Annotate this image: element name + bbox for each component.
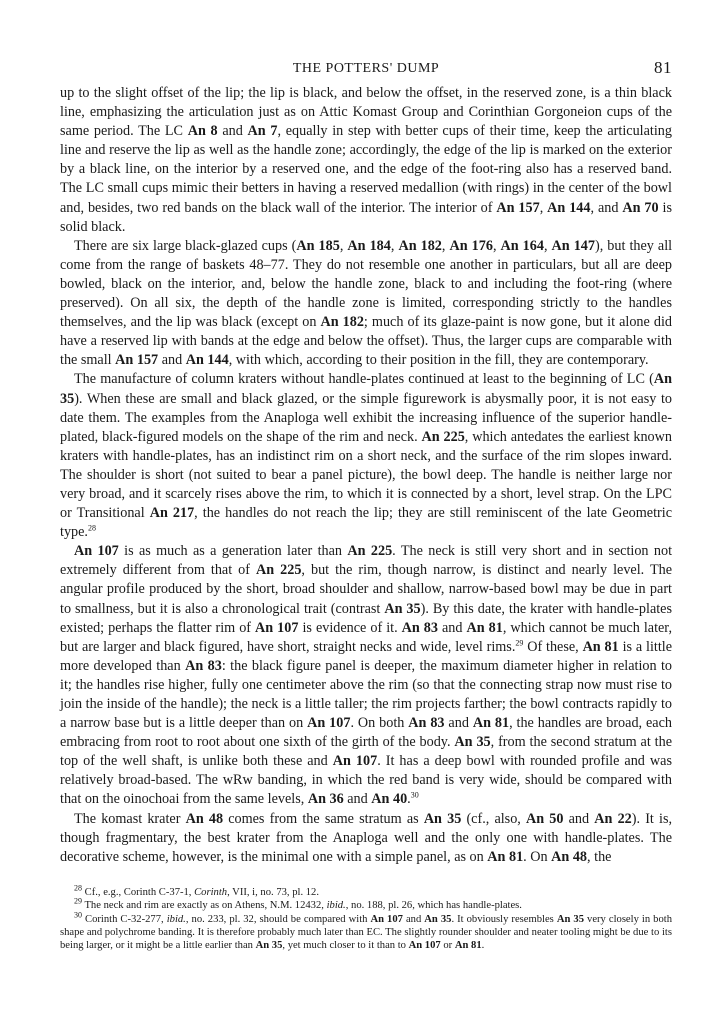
paragraph-text: ; much of its glaze-paint is now gone, but it alone did have a reserved lip with bands at the edge and below the offset). Thus, the larger cups are comparable with the small	[60, 314, 672, 369]
paragraph-text: , the handles are broad, each embracing from root to root about one sixth of the girth of the body.	[60, 715, 672, 751]
paragraph	[60, 810, 672, 867]
catalog-ref: An 48	[185, 810, 224, 827]
paragraph-text: ,	[539, 199, 548, 216]
catalog-ref: An 83	[408, 715, 445, 732]
catalog-ref: An 107	[332, 753, 378, 770]
paragraph	[60, 84, 672, 237]
paragraph-text: ). By this date, the krater with handle-plates existed; perhaps the flatter rim of	[60, 600, 672, 636]
catalog-ref: An 107	[307, 715, 351, 732]
footnote-text: . It obviously resembles	[451, 913, 557, 925]
catalog-ref: An 35	[384, 600, 421, 617]
paragraph-text: and	[158, 352, 186, 369]
footnote-ref: 30	[74, 910, 82, 920]
paragraph-text: ,	[339, 237, 348, 254]
footnote-text: , yet much closer to it than to	[282, 940, 409, 952]
paragraph-text: up to the slight offset of the lip; the lip is black, and below the offset, in the reserved zone, is a thin black line, emphasizing the articulation just as on Attic Komast Group and Corinthian Gorgoneion cups of the same period. The LC	[60, 85, 672, 140]
paragraph-text: . The neck is still very short and in section not extremely different from that of	[60, 543, 673, 579]
paragraph-text: (cf., also,	[461, 810, 526, 827]
paragraph-text: .	[407, 791, 411, 808]
paragraph-text: The manufacture of column kraters without handle-plates continued at least to the beginning of LC (	[74, 371, 654, 388]
footnote-text: .	[481, 940, 485, 952]
paragraph-text: , with which, according to their position in the fill, they are contemporary.	[228, 352, 649, 369]
paragraph-text: ,	[390, 237, 399, 254]
footnote-ref: 30	[410, 790, 419, 800]
catalog-ref: An 35	[454, 734, 491, 751]
paragraph-text: and	[444, 715, 473, 732]
footnote-text: , no. 233, pl. 32, should be compared with	[185, 913, 371, 925]
footnote-ref: 28	[87, 523, 96, 533]
catalog-ref: An 176	[449, 237, 493, 254]
catalog-ref: An 83	[401, 619, 438, 636]
catalog-ref: An 8	[187, 123, 218, 140]
paragraph-text: , the handles do not reach the lip; they are still reminiscent of the late Geometric type.	[60, 505, 673, 541]
paragraph-text: The komast krater	[74, 810, 186, 827]
footnote	[60, 910, 672, 953]
paragraph-text: ). When these are small and black glazed, or the simple figurework is abysmally poor, it is not easy to date them. The examples from the Anaploga well exhibit the increasing influence of the superior handle-plated, black-figured models on the shape of the rim and neck.	[60, 390, 672, 445]
italic-text: ibid.	[166, 913, 186, 925]
paragraph-text: , which cannot be much later, but are larger and black figured, have short, straight necks and wide, level rims.	[60, 619, 673, 655]
footnote-text: , no. 188, pl. 26, which has handle-plates.	[345, 900, 522, 912]
catalog-ref: An 182	[398, 237, 442, 254]
catalog-ref: An 35	[424, 913, 452, 925]
footnote	[60, 896, 672, 912]
paragraph-text: . On both	[350, 715, 409, 732]
catalog-ref: An 50	[526, 810, 564, 827]
catalog-ref: An 107	[255, 619, 299, 636]
catalog-ref: An 225	[256, 562, 302, 579]
catalog-ref: An 225	[421, 428, 465, 445]
catalog-ref: An 157	[496, 199, 540, 216]
paragraph-text: and	[437, 619, 467, 636]
catalog-ref: An 107	[408, 940, 441, 952]
catalog-ref: An 7	[247, 123, 278, 140]
paragraph	[60, 370, 672, 542]
catalog-ref: An 107	[370, 913, 403, 925]
paragraph-text: , equally in step with better cups of their time, keep the articulating line and reserve the lip as well as the handle zone; accordingly, the edge of the lip is marked on the exterior by a black line, on the interior by a reserved one, and the edge of the foot-ring also has a reserved band. The LC small cups mimic their betters in having a reserved medallion (with rings) in the center of the bowl and, besides, two red bands on the black wall of the interior. The interior of	[60, 123, 672, 216]
catalog-ref: An 217	[149, 505, 195, 522]
catalog-ref: An 182	[320, 314, 364, 331]
footnote-text: Corinth C-32-277,	[82, 913, 167, 925]
paragraph-text: is a little more developed than	[60, 638, 673, 674]
catalog-ref: An 81	[487, 848, 524, 865]
catalog-ref: An 83	[185, 657, 222, 674]
catalog-ref: An 164	[500, 237, 544, 254]
catalog-ref: An 184	[347, 237, 391, 254]
running-title: THE POTTERS' DUMP	[292, 61, 440, 76]
paragraph	[60, 542, 672, 809]
catalog-ref: An 144	[185, 352, 229, 369]
paragraph-text: , but the rim, though narrow, is distinct and nearly level. The angular profile produced by the short, broad shoulder and shallow, narrow-based bowl may be due in part to smallness, but it is also a chronological trait (contrast	[60, 562, 673, 617]
catalog-ref: An 40	[371, 791, 408, 808]
paragraph-text: . It has a deep bowl with rounded profile and was relatively broad-based. The wRw banding, in which the red band is very wide, should be compared with that on the oinochoai from the same levels,	[60, 753, 672, 808]
footnote-ref: 29	[515, 637, 524, 647]
footnote	[60, 883, 672, 899]
paragraph-text: ,	[543, 237, 552, 254]
catalog-ref: An 81	[582, 638, 619, 655]
running-header	[60, 58, 672, 84]
paragraph	[60, 237, 672, 371]
catalog-ref: An 48	[551, 848, 588, 865]
body-text	[60, 84, 672, 867]
document-page	[60, 58, 672, 953]
paragraph-text: is evidence of it.	[298, 619, 402, 636]
catalog-ref: An 35	[423, 810, 462, 827]
paragraph-text: , from the second stratum at the top of the well shaft, is unlike both these and	[60, 734, 672, 770]
paragraph-text: and	[563, 810, 595, 827]
catalog-ref: An 144	[547, 199, 591, 216]
catalog-ref: An 81	[454, 940, 482, 952]
footnote-text: The neck and rim are exactly as on Athens, N.M. 12432,	[82, 900, 327, 912]
footnote-text: , VII, i, no. 73, pl. 12.	[227, 886, 319, 898]
paragraph-text: , and	[590, 199, 623, 216]
italic-text: ibid.	[326, 900, 346, 912]
footnote-ref: 29	[74, 896, 82, 906]
footnote-text: very closely in both shape and polychrome banding. It is therefore probably much later than EC. The slightly rounder shoulder and neater tooling might be due to its being larger, or it might be a little earlier than	[60, 913, 672, 952]
catalog-ref: An 35	[60, 371, 672, 407]
footnotes	[60, 883, 672, 953]
paragraph-text: Of these,	[523, 638, 583, 655]
catalog-ref: An 35	[255, 940, 283, 952]
footnote-text: or	[440, 940, 455, 952]
paragraph-text: comes from the same stratum as	[223, 810, 424, 827]
catalog-ref: An 22	[594, 810, 632, 827]
catalog-ref: An 107	[74, 543, 119, 560]
catalog-ref: An 36	[307, 791, 344, 808]
page-number: 81	[654, 58, 672, 77]
paragraph-text: ). It is, though fragmentary, the best krater from the Anaploga well and the only one with handle-plates. The decorative scheme, however, is the minimal one with a simple panel, as on	[60, 810, 673, 865]
catalog-ref: An 81	[472, 715, 510, 732]
paragraph-text: and	[217, 123, 248, 140]
paragraph-text: ), but they all come from the range of baskets 48–77. They do not resemble one another in particulars, but all are deep bowled, black on the interior, and, below the handle zone, black to and including the foot-ring (where preserved). On all six, the depth of the handle zone is limited, corresponding strictly to the handles themselves, and the lip was black (except on	[60, 237, 673, 331]
paragraph-text: , the	[587, 848, 612, 865]
paragraph-text: is solid black.	[60, 199, 673, 235]
paragraph-text: There are six large black-glazed cups (	[74, 237, 297, 254]
paragraph-text: . On	[523, 848, 552, 865]
paragraph-text: , which antedates the earliest known kraters with handle-plates, has an indistinct rim on a short neck, and the surface of the rim slopes inward. The shoulder is short (not suited to bear a panel picture), the bowl deep. The handle is neither large nor very broad, and it scarcely rises above the rim, to which it is connected by a short, level strap. On the LPC or Transitional	[60, 428, 672, 522]
catalog-ref: An 225	[347, 543, 393, 560]
paragraph-text: and	[343, 791, 372, 808]
footnote-text: and	[402, 913, 425, 925]
catalog-ref: An 157	[115, 352, 159, 369]
catalog-ref: An 70	[622, 199, 659, 216]
paragraph-text: ,	[441, 237, 450, 254]
footnote-text: Cf., e.g., Corinth C-37-1,	[82, 886, 195, 898]
footnote-ref: 28	[74, 883, 82, 893]
catalog-ref: An 185	[296, 237, 340, 254]
paragraph-text: is as much as a generation later than	[118, 543, 348, 560]
catalog-ref: An 147	[551, 237, 595, 254]
italic-text: Corinth	[194, 886, 228, 898]
paragraph-text: : the black figure panel is deeper, the maximum diameter higher in relation to it; the handles rise higher, fully one centimeter above the rim (so that the connecting strap now must rise to join the inside of the handle); the neck is a little taller; the rim projects farther; the bowl contracts rapidly to a narrow base but is a little deeper than on	[60, 657, 673, 732]
paragraph-text: ,	[492, 237, 501, 254]
catalog-ref: An 81	[466, 619, 503, 636]
catalog-ref: An 35	[556, 913, 584, 925]
